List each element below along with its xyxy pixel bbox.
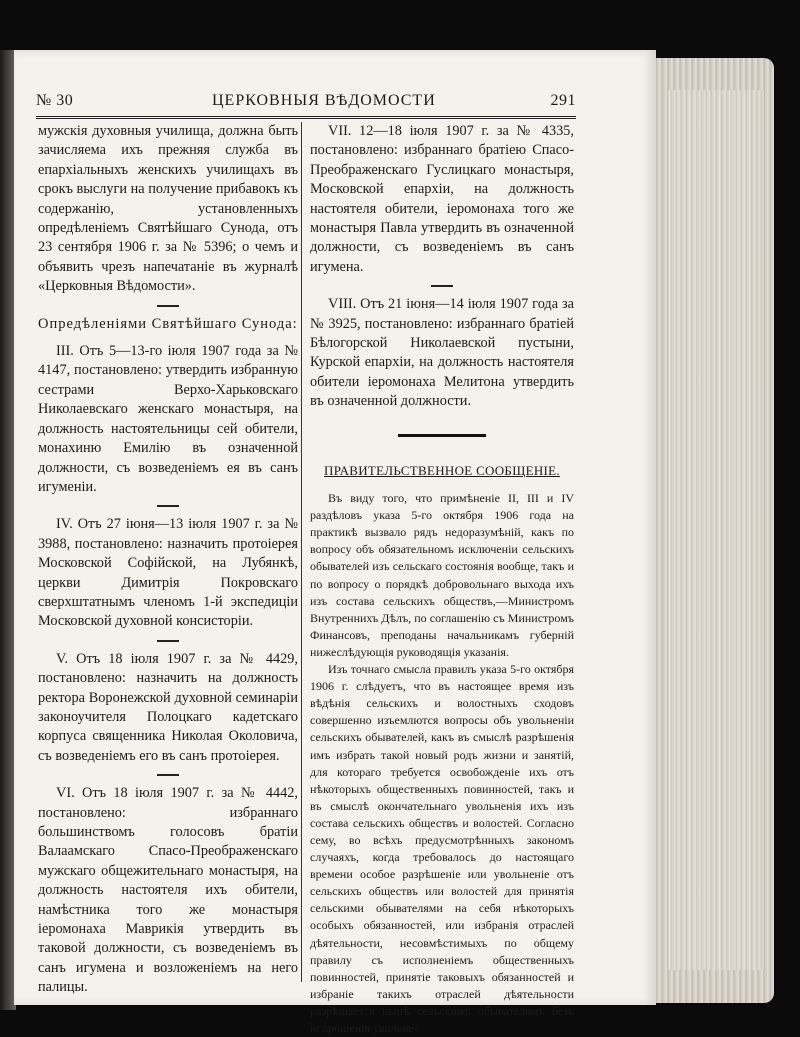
separator-dash: [157, 640, 179, 642]
decree-item-3: III. Отъ 5—13-го іюля 1907 года за № 4147, постановлено: утвердить избранную сестрами Верхо-Харьковскаго Николаевскаго женскаго монастыря, на должность настоятельницы сей обители, монахиню Емилію въ означенной должности, съ возведеніемъ ея въ санъ игуменіи.: [38, 343, 298, 495]
right-column: [310, 122, 574, 1037]
decree-item-6: VI. Отъ 18 іюля 1907 г. за № 4442, постановлено: избраннаго большинствомъ голосовъ братіи Валаамскаго Спасо-Преображенскаго мужскаго общежительнаго монастыря, на должность настоятеля ихъ обители, намѣстника того же монастыря іеромонаха Маврикія утвердить въ таковой должности, съ возведеніемъ въ санъ игумена и возложеніемъ на него палицы.: [38, 785, 298, 996]
column-divider: [301, 122, 302, 982]
government-notice-title: ПРАВИТЕЛЬСТВЕННОЕ СООБЩЕНІЕ.: [324, 462, 560, 478]
notice-paragraph-1: Въ виду того, что примѣненіе II, III и IV раздѣловъ указа 5-го октября 1906 года на практикѣ вызвало рядъ недоразумѣній, какъ по вопросу объ обязательномъ исключеніи сельскихъ обывателей изъ сельскаго состоянія вообще, такъ и по вопросу о порядкѣ добровольнаго выхода ихъ изъ состава сельскихъ обществъ,—Министромъ Внутреннихъ Дѣлъ, по соглашенію съ Министромъ Финансовъ, преподаны начальникамъ губерній нижеслѣдующія руководящія указанія.: [310, 491, 574, 659]
decree-item-7: VII. 12—18 іюля 1907 г. за № 4335, постановлено: избраннаго братіею Спасо-Преображенскаго Гуслицкаго монастыря, Московской епархіи, на должность настоятеля обители, іеромонаха того же монастыря Павла утвердить въ означенной должности, съ возведеніемъ въ санъ игумена.: [310, 123, 574, 275]
section-rule: [398, 434, 486, 437]
decree-item-4: IV. Отъ 27 іюня—13 іюля 1907 г. за № 3988, постановлено: назначить протоіерея Московской Софійской, на Лубянкѣ, церкви Димитрія Покровскаго сверхштатнымъ членомъ 1-й экспедиціи Московской духовной консисторіи.: [38, 516, 298, 630]
decree-item-5: V. Отъ 18 іюля 1907 г. за № 4429, постановлено: назначить на должность ректора Воронежской духовной семинаріи законоучителя Полоцкаго кадетскаго корпуса священника Николая Околовича, съ возведеніемъ его въ санъ протоіерея.: [38, 650, 298, 764]
separator-dash: [157, 505, 179, 507]
decree-item-8: VIII. Отъ 21 іюня—14 іюля 1907 года за № 3925, постановлено: избраннаго братіей Бѣлогорской Николаевской пустыни, Курской епархіи, на должность настоятеля обители іеромонаха Мелитона утвердить въ означенной должности.: [310, 296, 574, 410]
left-column: [38, 122, 298, 998]
header-rule: [36, 116, 576, 119]
section-heading: Опредѣленіями Святѣйшаго Сунода:: [38, 315, 298, 332]
book-page-edges-inner: [668, 90, 764, 970]
intro-paragraph: мужскія духовныя училища, должна быть зачисляема ихъ прежняя служба въ епархіальныхъ женскихъ училищахъ въ срокъ выслуги на получение прибавокъ къ содержанію, установленныхъ опредѣленіемъ Святѣйшаго Сунода, отъ 23 сентября 1906 г. за № 5396; о чемъ и объявить чрезъ напечатаніе въ журналѣ «Церковныя Вѣдомости».: [38, 123, 298, 295]
journal-title: ЦЕРКОВНЫЯ ВѢДОМОСТИ: [212, 92, 436, 109]
page-number: 291: [550, 92, 576, 109]
journal-page: [14, 50, 656, 1035]
issue-number: № 30: [36, 92, 74, 109]
separator-dash: [157, 305, 179, 307]
separator-dash: [431, 285, 453, 287]
page-header: [36, 92, 576, 114]
notice-paragraph-2: Изъ точнаго смысла правилъ указа 5-го октября 1906 г. слѣдуетъ, что въ настоящее время изъ вѣдѣнія сельскихъ и волостныхъ сходовъ совершенно изъемлются вопросы объ увольненіи сельскихъ обывателей, какъ въ смыслѣ разрѣшенія имъ избрать такой новый родъ жизни и занятій, для котораго требуется освобожденіе ихъ отъ нѣкоторыхъ общественныхъ повинностей, такъ и въ смыслѣ окончательнаго увольненія ихъ изъ состава сельскихъ обществъ и волостей. Согласно сему, во всѣхъ предусмотрѣнныхъ закономъ случаяхъ, когда требовалось до настоящаго времени особое разрѣшеніе или увольненіе отъ сельскихъ обществъ или волостей для принятія сельскими обывателями на себя нѣкоторыхъ особыхъ обязанностей, или избранія отраслей дѣятельности, несовмѣстимыхъ по общему правилу съ исполненіемъ общественныхъ повинностей, принятіе таковыхъ обязанностей и избраніе такихъ отраслей дѣятельности разрѣшается нынѣ сельскимъ обывателямъ безъ испрошенія увольне-: [310, 662, 574, 1035]
separator-dash: [157, 774, 179, 776]
